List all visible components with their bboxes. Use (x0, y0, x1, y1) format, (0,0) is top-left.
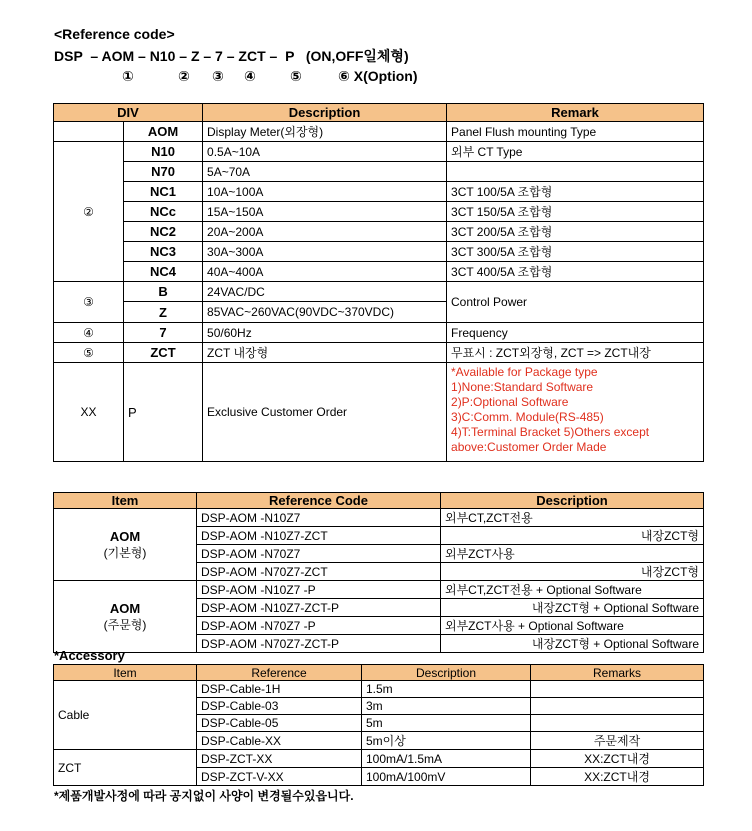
item-cell: Cable (54, 681, 197, 750)
code-cell: Z (124, 302, 203, 323)
ref-code-cell: DSP-AOM -N70Z7-ZCT-P (197, 635, 441, 653)
desc-cell: 15A~150A (203, 202, 447, 222)
option-line: above:Customer Order Made (451, 440, 607, 454)
desc-cell: 외부ZCT사용 + Optional Software (441, 617, 704, 635)
option-line: *Available for Package type (451, 365, 598, 379)
desc-cell: 20A~200A (203, 222, 447, 242)
desc-cell: 0.5A~10A (203, 142, 447, 162)
desc-cell: 1.5m (362, 681, 531, 698)
ref-code-cell: DSP-AOM -N70Z7-ZCT (197, 563, 441, 581)
desc-cell: 내장ZCT형 + Optional Software (441, 599, 704, 617)
remark-cell (531, 681, 704, 698)
ref-cell: DSP-Cable-1H (197, 681, 362, 698)
desc-cell: 5m이상 (362, 732, 531, 750)
col-header-remark: Remark (447, 104, 704, 122)
desc-cell: 100mA/100mV (362, 768, 531, 786)
col-header-div: DIV (54, 104, 203, 122)
remark-cell: Frequency (447, 323, 704, 343)
ref-cell: DSP-Cable-03 (197, 698, 362, 715)
table-row (54, 242, 704, 262)
item-name: AOM (109, 528, 141, 544)
code-cell: N10 (124, 142, 203, 162)
group-label: XX (54, 363, 124, 462)
remark-cell: 외부 CT Type (447, 142, 704, 162)
table-row (54, 122, 704, 142)
table-row (54, 262, 704, 282)
desc-cell: 내장ZCT형 (441, 527, 704, 545)
table-row (54, 282, 704, 302)
code-cell: P (124, 363, 203, 462)
ref-cell: DSP-ZCT-V-XX (197, 768, 362, 786)
group-label: ④ (54, 323, 124, 343)
col-header-reference: Reference (197, 665, 362, 681)
remark-cell: 3CT 150/5A 조합형 (447, 202, 704, 222)
item-cell (54, 581, 197, 653)
desc-cell: Exclusive Customer Order (203, 363, 447, 462)
code-cell: B (124, 282, 203, 302)
group-label: ③ (54, 282, 124, 323)
remark-cell: 주문제작 (531, 732, 704, 750)
code-cell: AOM (124, 122, 203, 142)
remark-cell-options (447, 363, 704, 462)
col-header-description: Description (362, 665, 531, 681)
desc-cell: 85VAC~260VAC(90VDC~370VDC) (203, 302, 447, 323)
div-spec-table (53, 103, 704, 462)
code-cell: NC3 (124, 242, 203, 262)
ref-cell: DSP-Cable-XX (197, 732, 362, 750)
item-cell: ZCT (54, 750, 197, 786)
remark-cell: 3CT 400/5A 조합형 (447, 262, 704, 282)
desc-cell: 50/60Hz (203, 323, 447, 343)
remark-cell (531, 698, 704, 715)
item-sub: (주문형) (103, 617, 147, 632)
ref-cell: DSP-ZCT-XX (197, 750, 362, 768)
accessory-title: *Accessory (54, 648, 125, 663)
index-5: ⑤ (290, 68, 302, 84)
table-row (54, 343, 704, 363)
desc-cell: 내장ZCT형 (441, 563, 704, 581)
option-line: 4)T:Terminal Bracket 5)Others except (451, 425, 650, 439)
desc-cell: 5m (362, 715, 531, 732)
desc-cell: 10A~100A (203, 182, 447, 202)
remark-cell: Control Power (447, 282, 704, 323)
code-cell: NC2 (124, 222, 203, 242)
table-row (54, 509, 704, 527)
index-3: ③ (212, 68, 224, 84)
ref-code-cell: DSP-AOM -N70Z7 (197, 545, 441, 563)
option-line: 3)C:Comm. Module(RS-485) (451, 410, 604, 424)
item-sub: (기본형) (103, 545, 147, 560)
desc-cell: 내장ZCT형 + Optional Software (441, 635, 704, 653)
col-header-description: Description (441, 493, 704, 509)
col-header-description: Description (203, 104, 447, 122)
remark-cell: XX:ZCT내경 (531, 768, 704, 786)
table-row (54, 162, 704, 182)
accessory-table (53, 664, 704, 786)
desc-cell: 24VAC/DC (203, 282, 447, 302)
col-header-item: Item (54, 493, 197, 509)
reference-code-table (53, 492, 704, 653)
table-row (54, 323, 704, 343)
col-header-item: Item (54, 665, 197, 681)
desc-cell: 100mA/1.5mA (362, 750, 531, 768)
remark-cell: 3CT 300/5A 조합형 (447, 242, 704, 262)
desc-cell: Display Meter(외장형) (203, 122, 447, 142)
desc-cell: 5A~70A (203, 162, 447, 182)
remark-cell: 무표시 : ZCT외장형, ZCT => ZCT내장 (447, 343, 704, 363)
reference-code-line: DSP – AOM – N10 – Z – 7 – ZCT – P (ON,OFF일체형) (54, 48, 409, 64)
table-row (54, 182, 704, 202)
code-cell: NCc (124, 202, 203, 222)
table-row (54, 363, 704, 462)
code-cell: N70 (124, 162, 203, 182)
col-header-remarks: Remarks (531, 665, 704, 681)
index-1: ① (122, 68, 134, 84)
ref-cell: DSP-Cable-05 (197, 715, 362, 732)
ref-code-cell: DSP-AOM -N10Z7-ZCT (197, 527, 441, 545)
ref-code-cell: DSP-AOM -N10Z7-ZCT-P (197, 599, 441, 617)
index-4: ④ (244, 68, 256, 84)
remark-cell: Panel Flush mounting Type (447, 122, 704, 142)
table-row (54, 750, 704, 768)
reference-code-title: <Reference code> (54, 26, 175, 42)
code-cell: NC1 (124, 182, 203, 202)
desc-cell: 3m (362, 698, 531, 715)
table-row (54, 202, 704, 222)
table-row (54, 142, 704, 162)
group-label: ⑤ (54, 343, 124, 363)
desc-cell: 외부CT,ZCT전용 + Optional Software (441, 581, 704, 599)
desc-cell: ZCT 내장형 (203, 343, 447, 363)
table-row (54, 681, 704, 698)
item-name: AOM (109, 600, 141, 616)
remark-cell (447, 162, 704, 182)
item-cell (54, 509, 197, 581)
reference-index-line (0, 68, 418, 86)
index-6: ⑥ X(Option) (338, 68, 418, 84)
col-header-reference-code: Reference Code (197, 493, 441, 509)
code-cell: NC4 (124, 262, 203, 282)
remark-cell (531, 715, 704, 732)
footer-note: *제품개발사정에 따라 공지없이 사양이 변경될수있읍니다. (54, 789, 354, 803)
ref-code-cell: DSP-AOM -N10Z7 (197, 509, 441, 527)
group-label: ② (54, 142, 124, 282)
table-row (54, 222, 704, 242)
option-line: 2)P:Optional Software (451, 395, 569, 409)
index-2: ② (178, 68, 190, 84)
desc-cell: 40A~400A (203, 262, 447, 282)
code-cell: ZCT (124, 343, 203, 363)
remark-cell: XX:ZCT내경 (531, 750, 704, 768)
ref-code-cell: DSP-AOM -N10Z7 -P (197, 581, 441, 599)
desc-cell: 30A~300A (203, 242, 447, 262)
desc-cell: 외부CT,ZCT전용 (441, 509, 704, 527)
table-row (54, 581, 704, 599)
desc-cell: 외부ZCT사용 (441, 545, 704, 563)
remark-cell: 3CT 200/5A 조합형 (447, 222, 704, 242)
option-line: 1)None:Standard Software (451, 380, 594, 394)
ref-code-cell: DSP-AOM -N70Z7 -P (197, 617, 441, 635)
code-cell: 7 (124, 323, 203, 343)
remark-cell: 3CT 100/5A 조합형 (447, 182, 704, 202)
